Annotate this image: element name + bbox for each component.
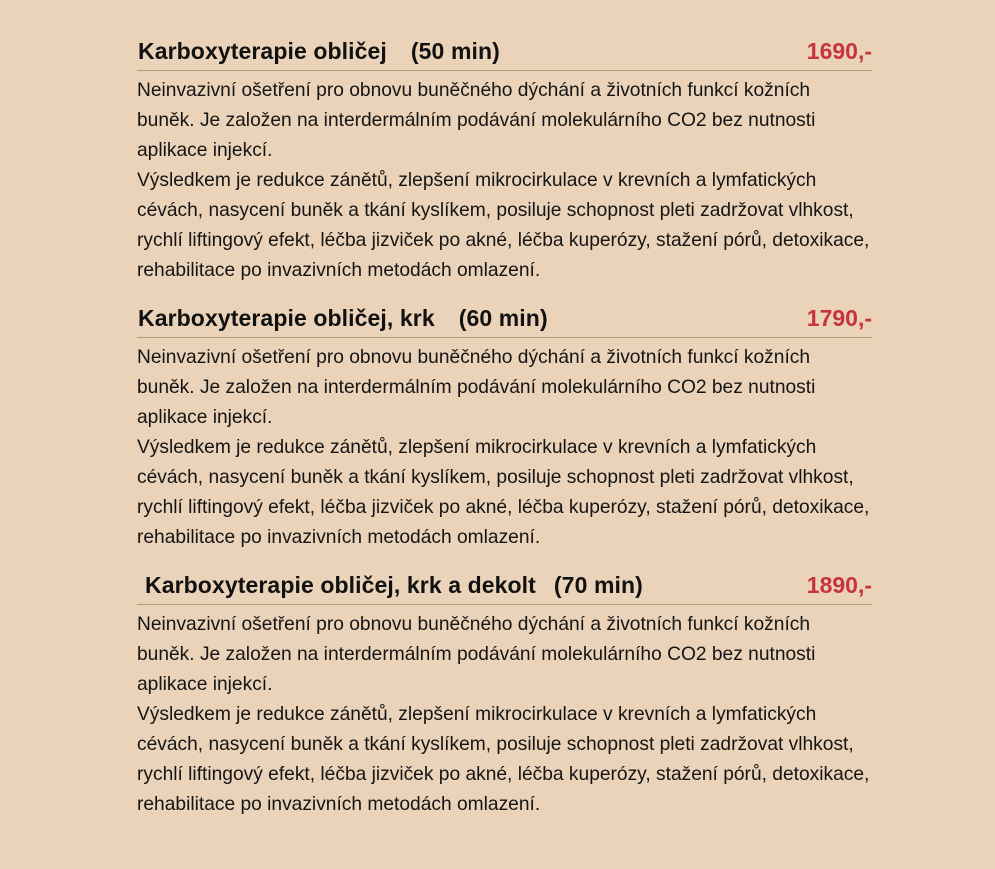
- service-name: Karboxyterapie obličej, krk a dekolt: [145, 572, 536, 598]
- service-description: [137, 71, 872, 286]
- service-header: [137, 299, 872, 338]
- service-duration: (50 min): [410, 38, 500, 64]
- service-item-facial-neck-decollete: [137, 566, 872, 820]
- service-title: [145, 570, 643, 600]
- description-paragraph: Výsledkem je redukce zánětů, zlepšení mikrocirkulace v krevních a lymfatických cévách, nasycení buněk a tkání kyslíkem, posiluje schopnost pleti zadržovat vlhkost, rychlí liftingový efekt, léčba jizviček po akné, léčba kuperózy, stažení pórů, detoxikace, rehabilitace po invazivních metodách omlazení.: [137, 170, 870, 281]
- service-title: [138, 303, 548, 333]
- service-description: [137, 605, 872, 820]
- service-duration: (70 min): [553, 572, 643, 598]
- service-duration: (60 min): [458, 305, 548, 331]
- description-paragraph: Neinvazivní ošetření pro obnovu buněčného dýchání a životních funkcí kožních buněk. Je založen na interdermálním podávání molekulárního CO2 bez nutnosti aplikace injekcí.: [137, 614, 816, 695]
- service-header: [137, 566, 872, 605]
- description-paragraph: Neinvazivní ošetření pro obnovu buněčného dýchání a životních funkcí kožních buněk. Je založen na interdermálním podávání molekulárního CO2 bez nutnosti aplikace injekcí.: [137, 347, 816, 428]
- description-paragraph: Výsledkem je redukce zánětů, zlepšení mikrocirkulace v krevních a lymfatických cévách, nasycení buněk a tkání kyslíkem, posiluje schopnost pleti zadržovat vlhkost, rychlí liftingový efekt, léčba jizviček po akné, léčba kuperózy, stažení pórů, detoxikace, rehabilitace po invazivních metodách omlazení.: [137, 704, 870, 815]
- service-title: [138, 36, 500, 66]
- description-paragraph: Výsledkem je redukce zánětů, zlepšení mikrocirkulace v krevních a lymfatických cévách, nasycení buněk a tkání kyslíkem, posiluje schopnost pleti zadržovat vlhkost, rychlí liftingový efekt, léčba jizviček po akné, léčba kuperózy, stažení pórů, detoxikace, rehabilitace po invazivních metodách omlazení.: [137, 437, 870, 548]
- service-item-facial-neck: [137, 299, 872, 553]
- description-paragraph: Neinvazivní ošetření pro obnovu buněčného dýchání a životních funkcí kožních buněk. Je založen na interdermálním podávání molekulárního CO2 bez nutnosti aplikace injekcí.: [137, 80, 816, 161]
- service-item-facial: [137, 32, 872, 286]
- price-list: [137, 32, 872, 820]
- service-header: [137, 32, 872, 71]
- service-price: 1890,-: [806, 572, 872, 598]
- service-price: 1790,-: [806, 305, 872, 331]
- service-name: Karboxyterapie obličej: [138, 38, 387, 64]
- service-price: 1690,-: [806, 38, 872, 64]
- service-name: Karboxyterapie obličej, krk: [138, 305, 435, 331]
- service-description: [137, 338, 872, 553]
